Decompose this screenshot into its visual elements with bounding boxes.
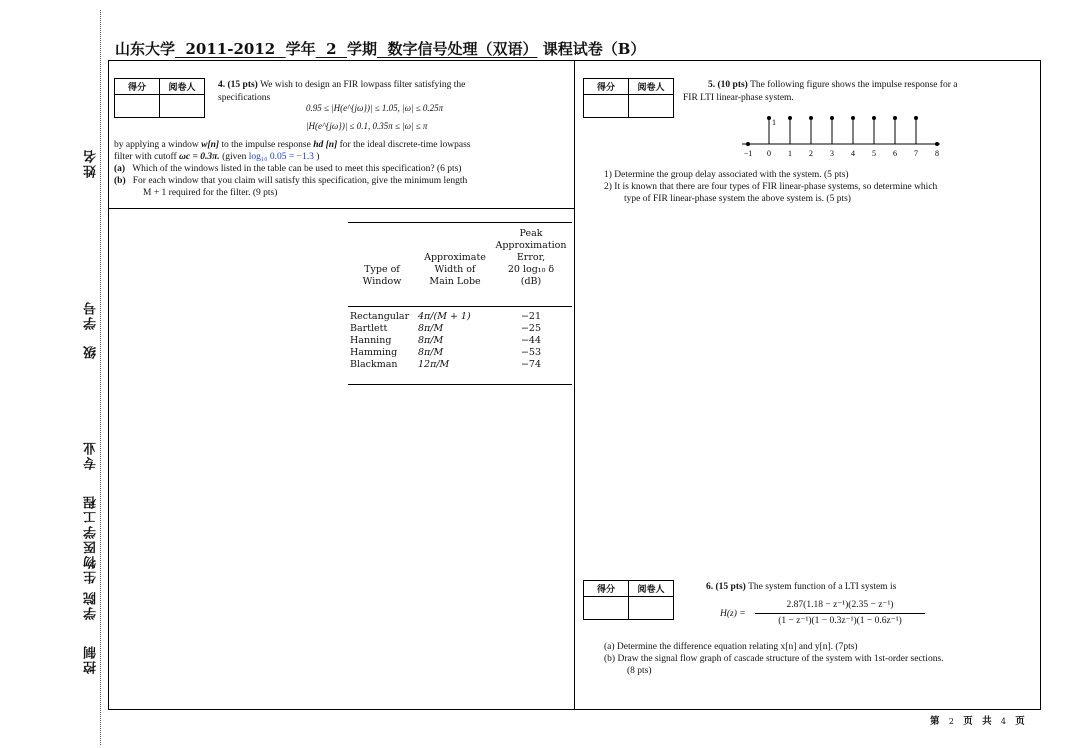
q6-intro: 6. (15 pts) The system function of a LTI system is	[706, 582, 897, 592]
stem-dot	[872, 116, 876, 120]
row-type: Bartlett	[350, 323, 388, 334]
head-line: Approximate	[424, 252, 486, 263]
tick-label: 3	[830, 149, 834, 158]
q5-intro: 5. (10 pts) The following figure shows the impulse response for a	[708, 80, 958, 90]
grader-label: 阅卷人	[629, 581, 674, 597]
row-width: 4π/(M + 1)	[418, 311, 471, 322]
tick-label: −1	[743, 149, 753, 158]
q4-line-3: by applying a window w[n] to the impulse response hd [n] for the ideal discrete-time lowpass	[114, 140, 471, 150]
head-line: Type of	[364, 264, 400, 275]
head-line: Error,	[516, 252, 546, 263]
side-label-student-id: 学号	[84, 300, 99, 330]
table-bottom-rule	[348, 384, 572, 385]
row-width: 8π/M	[418, 335, 444, 346]
score-cell[interactable]	[584, 95, 629, 118]
q4-line-4: filter with cutoff ωc = 0.3π. (given log₁₀ 0.05 = −1.3 )	[114, 152, 320, 162]
tick-label: 1	[788, 149, 792, 158]
q6-part-b-2: (8 pts)	[627, 666, 652, 676]
head-line: (dB)	[520, 276, 542, 287]
stem-dot	[893, 116, 897, 120]
grader-cell[interactable]	[629, 95, 674, 118]
q5-item-2: 2) It is known that there are four types of FIR linear-phase systems, so determine which	[604, 182, 938, 192]
row-type: Rectangular	[350, 311, 410, 322]
tick-label: 5	[872, 149, 876, 158]
stem-dot	[767, 116, 771, 120]
tick-labels	[744, 149, 939, 158]
side-label-major: 专业	[84, 440, 99, 470]
head-line: Peak	[519, 228, 543, 239]
score-cell[interactable]	[584, 597, 629, 620]
row-type: Hanning	[350, 335, 392, 346]
stem-dot	[935, 142, 939, 146]
table-col-error	[506, 311, 556, 371]
column-divider	[574, 60, 575, 710]
stem-dot	[914, 116, 918, 120]
row-width: 12π/M	[418, 359, 450, 370]
side-label-college-value: 控制	[84, 644, 99, 674]
q4-intro: 4. (15 pts) We wish to design an FIR lowpass filter satisfying the	[218, 80, 466, 90]
score-box-q6	[583, 580, 674, 620]
head-line: Main Lobe	[429, 276, 481, 287]
stem-dot	[788, 116, 792, 120]
grader-label: 阅卷人	[629, 79, 674, 95]
impulse-response-plot	[730, 110, 950, 162]
table-col-type	[350, 311, 409, 371]
score-label: 得分	[115, 79, 160, 95]
score-cell[interactable]	[115, 95, 160, 118]
grader-cell[interactable]	[629, 597, 674, 620]
score-label: 得分	[584, 581, 629, 597]
row-width: 8π/M	[418, 323, 444, 334]
tick-label: 0	[767, 149, 771, 158]
side-label-name: 姓名	[84, 148, 99, 178]
q4-part-a: (a) Which of the windows listed in the table can be used to meet this specification? (6 pts)	[114, 164, 462, 174]
q4-part-b-2: M + 1 required for the filter. (9 pts)	[143, 188, 278, 198]
score-label: 得分	[584, 79, 629, 95]
side-label-grade: 级	[84, 344, 99, 359]
q6-numerator: 2.87(1.18 − z⁻¹)(2.35 − z⁻¹)	[786, 600, 894, 610]
q6-part-b: (b) Draw the signal flow graph of cascade structure of the system with 1st-order sections.	[604, 654, 944, 664]
q5-intro-2: FIR LTI linear-phase system.	[683, 93, 794, 103]
table-head-type	[352, 264, 412, 288]
q4-section-rule	[108, 208, 574, 209]
tick-label: 4	[851, 149, 855, 158]
tick-label: 7	[914, 149, 918, 158]
grader-label: 阅卷人	[160, 79, 205, 95]
grader-cell[interactable]	[160, 95, 205, 118]
q4-spec-2: |H(e^{jω})| ≤ 0.1, 0.35π ≤ |ω| ≤ π	[306, 121, 428, 131]
head-line: Width of	[434, 264, 476, 275]
q6-hz-label: H(z) =	[720, 609, 746, 619]
head-line: Window	[362, 276, 402, 287]
table-top-rule	[348, 222, 572, 223]
row-error: −25	[520, 323, 542, 334]
head-line: Approximation	[495, 240, 567, 251]
window-table	[348, 222, 572, 388]
q5-item-1: 1) Determine the group delay associated with the system. (5 pts)	[604, 170, 849, 180]
tick-label: 2	[809, 149, 813, 158]
stem-dot	[746, 142, 750, 146]
row-type: Blackman	[350, 359, 398, 370]
table-header-rule	[348, 306, 572, 307]
q6-part-a: (a) Determine the difference equation relating x[n] and y[n]. (7pts)	[604, 642, 858, 652]
row-error: −44	[520, 335, 542, 346]
head-line: 20 log₁₀ δ	[507, 264, 555, 275]
side-label-major-value: 生物医学工程	[84, 494, 99, 584]
row-error: −53	[520, 347, 542, 358]
table-head-error	[492, 228, 570, 288]
q5-item-2b: type of FIR linear-phase system the above system is. (5 pts)	[624, 194, 851, 204]
q4-spec-1: 0.95 ≤ |H(e^{jω})| ≤ 1.05, |ω| ≤ 0.25π	[306, 103, 444, 113]
page-footer: 第 2 页 共 4 页	[930, 716, 1028, 727]
q6-denominator: (1 − z⁻¹)(1 − 0.3z⁻¹)(1 − 0.6z⁻¹)	[778, 616, 902, 626]
score-box-q5	[583, 78, 674, 118]
tick-label: 8	[935, 149, 939, 158]
stem-dot	[830, 116, 834, 120]
side-label-college: 学院	[84, 590, 99, 620]
score-box-q4	[114, 78, 205, 118]
table-col-width	[418, 311, 471, 371]
table-head-width	[416, 252, 494, 288]
q4-part-b: (b) For each window that you claim will satisfy this specification, give the minimum length	[114, 176, 468, 186]
q4-intro-2: specifications	[218, 93, 271, 103]
exam-title: 山东大学 2011-2012 学年 2 学期 数字信号处理（双语） 课程试卷（B）	[115, 40, 646, 58]
row-width: 8π/M	[418, 347, 444, 358]
stem-amplitude-label: 1	[772, 118, 776, 127]
binding-dotted-line	[100, 10, 101, 745]
row-error: −74	[520, 359, 542, 370]
row-error: −21	[520, 311, 542, 322]
stem-dot	[809, 116, 813, 120]
q6-fraction-bar	[755, 613, 925, 614]
row-type: Hamming	[350, 347, 398, 358]
tick-label: 6	[893, 149, 897, 158]
stem-dot	[851, 116, 855, 120]
